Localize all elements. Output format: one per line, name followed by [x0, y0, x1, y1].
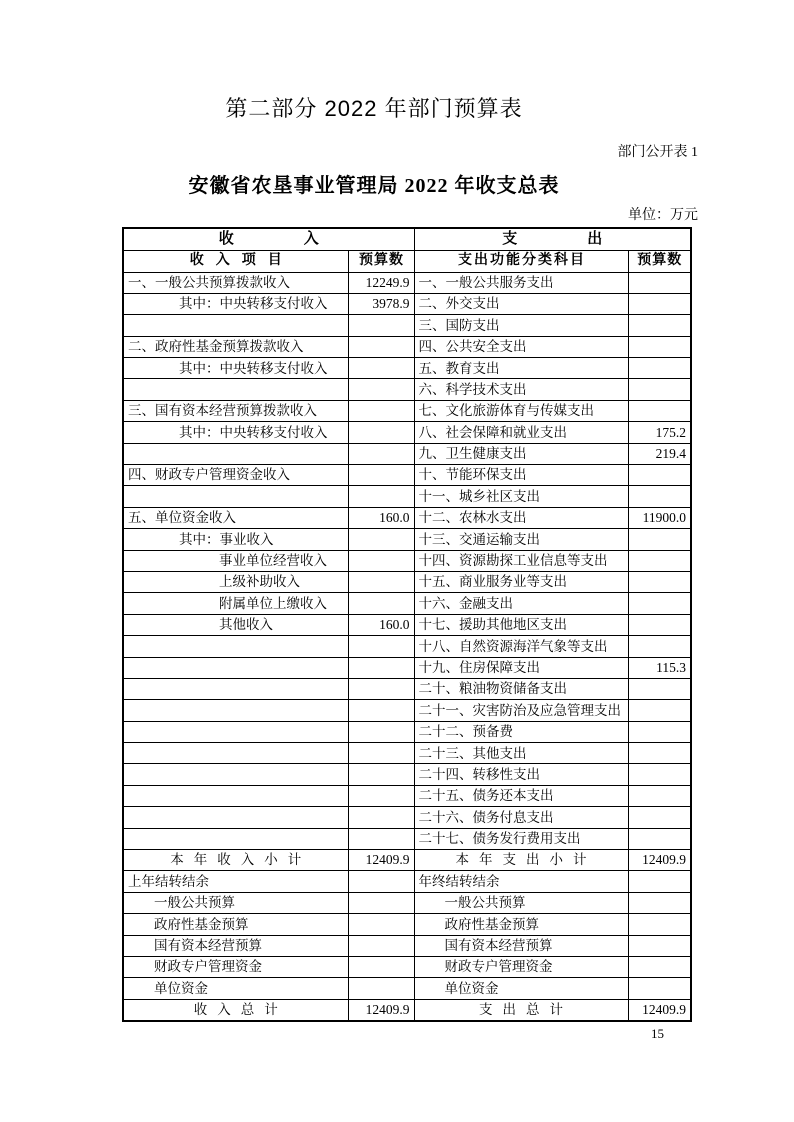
income-item-cell: 其中：中央转移支付收入 — [123, 422, 348, 443]
income-item-cell: 其中：中央转移支付收入 — [123, 358, 348, 379]
income-item-cell — [123, 443, 348, 464]
income-budget-cell — [348, 957, 414, 978]
income-budget-cell — [348, 315, 414, 336]
expense-budget-cell — [628, 828, 691, 849]
income-item-cell — [123, 379, 348, 400]
expense-budget-cell — [628, 721, 691, 742]
income-item-cell — [123, 743, 348, 764]
table-row — [123, 550, 691, 571]
expense-item-cell: 四、公共安全支出 — [414, 336, 628, 357]
expense-budget-cell — [628, 571, 691, 592]
expense-budget-cell — [628, 529, 691, 550]
table-row — [123, 486, 691, 507]
income-item-cell: 单位资金 — [123, 978, 348, 999]
income-budget-cell — [348, 871, 414, 892]
income-item-cell — [123, 315, 348, 336]
expense-budget-cell — [628, 871, 691, 892]
income-item-cell: 其他收入 — [123, 614, 348, 635]
expense-item-cell: 年终结转结余 — [414, 871, 628, 892]
income-item-cell: 上年结转结余 — [123, 871, 348, 892]
income-budget-cell — [348, 764, 414, 785]
expense-item-cell: 二、外交支出 — [414, 293, 628, 314]
expense-budget-cell: 12409.9 — [628, 999, 691, 1020]
income-item-cell: 一、一般公共预算拨款收入 — [123, 272, 348, 293]
expense-item-cell: 十四、资源勘探工业信息等支出 — [414, 550, 628, 571]
income-item-cell: 事业单位经营收入 — [123, 550, 348, 571]
income-budget-cell — [348, 807, 414, 828]
expense-budget-cell: 115.3 — [628, 657, 691, 678]
table-row — [123, 935, 691, 956]
income-budget-cell — [348, 828, 414, 849]
expense-item-cell: 一般公共预算 — [414, 892, 628, 913]
table-row — [123, 892, 691, 913]
income-item-cell: 其中：事业收入 — [123, 529, 348, 550]
expense-budget-cell — [628, 785, 691, 806]
expense-budget-cell — [628, 293, 691, 314]
income-budget-cell — [348, 550, 414, 571]
table-row — [123, 422, 691, 443]
table-row — [123, 358, 691, 379]
table-row — [123, 871, 691, 892]
expense-budget-cell — [628, 614, 691, 635]
expense-budget-column-header: 预算数 — [628, 250, 691, 272]
table-row — [123, 315, 691, 336]
expense-budget-cell — [628, 764, 691, 785]
income-item-cell — [123, 785, 348, 806]
expense-item-cell: 二十、粮油物资储备支出 — [414, 678, 628, 699]
table-row — [123, 443, 691, 464]
expense-budget-cell — [628, 914, 691, 935]
expense-item-cell: 十九、住房保障支出 — [414, 657, 628, 678]
expense-item-cell: 五、教育支出 — [414, 358, 628, 379]
table-row — [123, 272, 691, 293]
table-row — [123, 529, 691, 550]
income-item-cell: 三、国有资本经营预算拨款收入 — [123, 400, 348, 421]
expense-item-cell: 国有资本经营预算 — [414, 935, 628, 956]
expense-item-column-header: 支出功能分类科目 — [414, 250, 628, 272]
expense-item-cell: 十八、自然资源海洋气象等支出 — [414, 636, 628, 657]
expense-budget-cell — [628, 379, 691, 400]
table-row — [123, 593, 691, 614]
income-item-cell: 一般公共预算 — [123, 892, 348, 913]
expense-item-cell: 十二、农林水支出 — [414, 507, 628, 528]
income-budget-cell — [348, 400, 414, 421]
expense-budget-cell — [628, 807, 691, 828]
table-row — [123, 721, 691, 742]
income-budget-cell — [348, 443, 414, 464]
income-item-cell: 政府性基金预算 — [123, 914, 348, 935]
unit-note: 单位：万元 — [628, 208, 698, 223]
table-row — [123, 999, 691, 1020]
income-budget-cell — [348, 935, 414, 956]
expense-item-cell: 财政专户管理资金 — [414, 957, 628, 978]
table-row — [123, 700, 691, 721]
expense-item-cell: 二十二、预备费 — [414, 721, 628, 742]
income-item-cell: 附属单位上缴收入 — [123, 593, 348, 614]
income-item-cell — [123, 828, 348, 849]
table-row — [123, 507, 691, 528]
expense-item-cell: 十七、援助其他地区支出 — [414, 614, 628, 635]
table-row — [123, 379, 691, 400]
table-row — [123, 914, 691, 935]
expense-budget-cell — [628, 593, 691, 614]
expense-item-cell: 六、科学技术支出 — [414, 379, 628, 400]
expense-budget-cell — [628, 743, 691, 764]
expense-budget-cell — [628, 465, 691, 486]
table-row — [123, 828, 691, 849]
expense-budget-cell — [628, 935, 691, 956]
table-row — [123, 571, 691, 592]
income-budget-cell — [348, 529, 414, 550]
income-budget-cell: 160.0 — [348, 507, 414, 528]
group-header-row — [123, 228, 691, 250]
expense-budget-cell — [628, 272, 691, 293]
expense-item-cell: 十一、城乡社区支出 — [414, 486, 628, 507]
income-group-header: 收入 — [123, 228, 414, 250]
expense-item-cell: 十五、商业服务业等支出 — [414, 571, 628, 592]
expense-group-header: 支出 — [414, 228, 691, 250]
expense-budget-cell: 12409.9 — [628, 850, 691, 871]
income-budget-cell — [348, 593, 414, 614]
income-budget-cell — [348, 785, 414, 806]
expense-budget-cell: 11900.0 — [628, 507, 691, 528]
expense-budget-cell — [628, 978, 691, 999]
income-budget-cell: 12249.9 — [348, 272, 414, 293]
income-item-cell — [123, 700, 348, 721]
income-budget-cell — [348, 657, 414, 678]
income-item-cell: 五、单位资金收入 — [123, 507, 348, 528]
income-budget-cell — [348, 700, 414, 721]
expense-item-cell: 九、卫生健康支出 — [414, 443, 628, 464]
income-budget-cell — [348, 571, 414, 592]
income-item-cell: 收入总计 — [123, 999, 348, 1020]
income-item-cell — [123, 657, 348, 678]
expense-budget-cell — [628, 400, 691, 421]
income-budget-cell — [348, 379, 414, 400]
income-item-cell — [123, 636, 348, 657]
income-budget-cell — [348, 358, 414, 379]
income-item-cell — [123, 486, 348, 507]
expense-item-cell: 二十三、其他支出 — [414, 743, 628, 764]
expense-item-cell: 十、节能环保支出 — [414, 465, 628, 486]
table-row — [123, 764, 691, 785]
income-budget-cell — [348, 636, 414, 657]
expense-item-cell: 三、国防支出 — [414, 315, 628, 336]
expense-budget-cell: 175.2 — [628, 422, 691, 443]
income-budget-cell — [348, 336, 414, 357]
expense-item-cell: 二十六、债务付息支出 — [414, 807, 628, 828]
income-budget-cell — [348, 892, 414, 913]
income-item-cell: 本年收入小计 — [123, 850, 348, 871]
expense-budget-cell — [628, 700, 691, 721]
income-budget-cell: 12409.9 — [348, 850, 414, 871]
table-label: 部门公开表 1 — [617, 145, 698, 160]
table-row — [123, 336, 691, 357]
table-row — [123, 978, 691, 999]
expense-budget-cell — [628, 957, 691, 978]
page-number: 15 — [651, 1026, 664, 1041]
table-row — [123, 657, 691, 678]
expense-item-cell: 七、文化旅游体育与传媒支出 — [414, 400, 628, 421]
income-item-cell — [123, 764, 348, 785]
expense-item-cell: 单位资金 — [414, 978, 628, 999]
expense-budget-cell — [628, 336, 691, 357]
expense-item-cell: 本年支出小计 — [414, 850, 628, 871]
page-title: 安徽省农垦事业管理局 2022 年收支总表 — [188, 175, 560, 197]
income-budget-cell — [348, 743, 414, 764]
expense-item-cell: 政府性基金预算 — [414, 914, 628, 935]
expense-budget-cell — [628, 358, 691, 379]
expense-budget-cell — [628, 550, 691, 571]
table-row — [123, 850, 691, 871]
table-row — [123, 465, 691, 486]
income-budget-cell — [348, 678, 414, 699]
expense-budget-cell — [628, 678, 691, 699]
income-budget-cell: 3978.9 — [348, 293, 414, 314]
income-budget-column-header: 预算数 — [348, 250, 414, 272]
income-item-cell: 上级补助收入 — [123, 571, 348, 592]
column-header-row — [123, 250, 691, 272]
expense-item-cell: 十三、交通运输支出 — [414, 529, 628, 550]
income-budget-cell: 12409.9 — [348, 999, 414, 1020]
table-row — [123, 807, 691, 828]
income-budget-cell — [348, 465, 414, 486]
income-budget-cell — [348, 914, 414, 935]
expense-item-cell: 二十四、转移性支出 — [414, 764, 628, 785]
expense-budget-cell — [628, 315, 691, 336]
expense-item-cell: 十六、金融支出 — [414, 593, 628, 614]
section-title: 第二部分 2022 年部门预算表 — [225, 96, 523, 121]
income-budget-cell — [348, 486, 414, 507]
expense-item-cell: 二十一、灾害防治及应急管理支出 — [414, 700, 628, 721]
table-row — [123, 400, 691, 421]
income-item-cell: 国有资本经营预算 — [123, 935, 348, 956]
table-row — [123, 957, 691, 978]
income-item-cell — [123, 678, 348, 699]
table-row — [123, 614, 691, 635]
expense-budget-cell — [628, 486, 691, 507]
expense-item-cell: 一、一般公共服务支出 — [414, 272, 628, 293]
income-item-cell: 二、政府性基金预算拨款收入 — [123, 336, 348, 357]
expense-budget-cell: 219.4 — [628, 443, 691, 464]
income-item-cell — [123, 807, 348, 828]
income-budget-cell: 160.0 — [348, 614, 414, 635]
income-item-cell — [123, 721, 348, 742]
expense-item-cell: 二十五、债务还本支出 — [414, 785, 628, 806]
table-row — [123, 785, 691, 806]
table-row — [123, 743, 691, 764]
table-row — [123, 678, 691, 699]
income-budget-cell — [348, 422, 414, 443]
income-budget-cell — [348, 978, 414, 999]
budget-table — [122, 227, 692, 1022]
expense-item-cell: 八、社会保障和就业支出 — [414, 422, 628, 443]
income-budget-cell — [348, 721, 414, 742]
income-item-cell: 财政专户管理资金 — [123, 957, 348, 978]
expense-budget-cell — [628, 636, 691, 657]
expense-budget-cell — [628, 892, 691, 913]
income-item-cell: 四、财政专户管理资金收入 — [123, 465, 348, 486]
table-row — [123, 636, 691, 657]
expense-item-cell: 二十七、债务发行费用支出 — [414, 828, 628, 849]
income-item-column-header: 收入项目 — [123, 250, 348, 272]
income-item-cell: 其中：中央转移支付收入 — [123, 293, 348, 314]
expense-item-cell: 支出总计 — [414, 999, 628, 1020]
table-row — [123, 293, 691, 314]
